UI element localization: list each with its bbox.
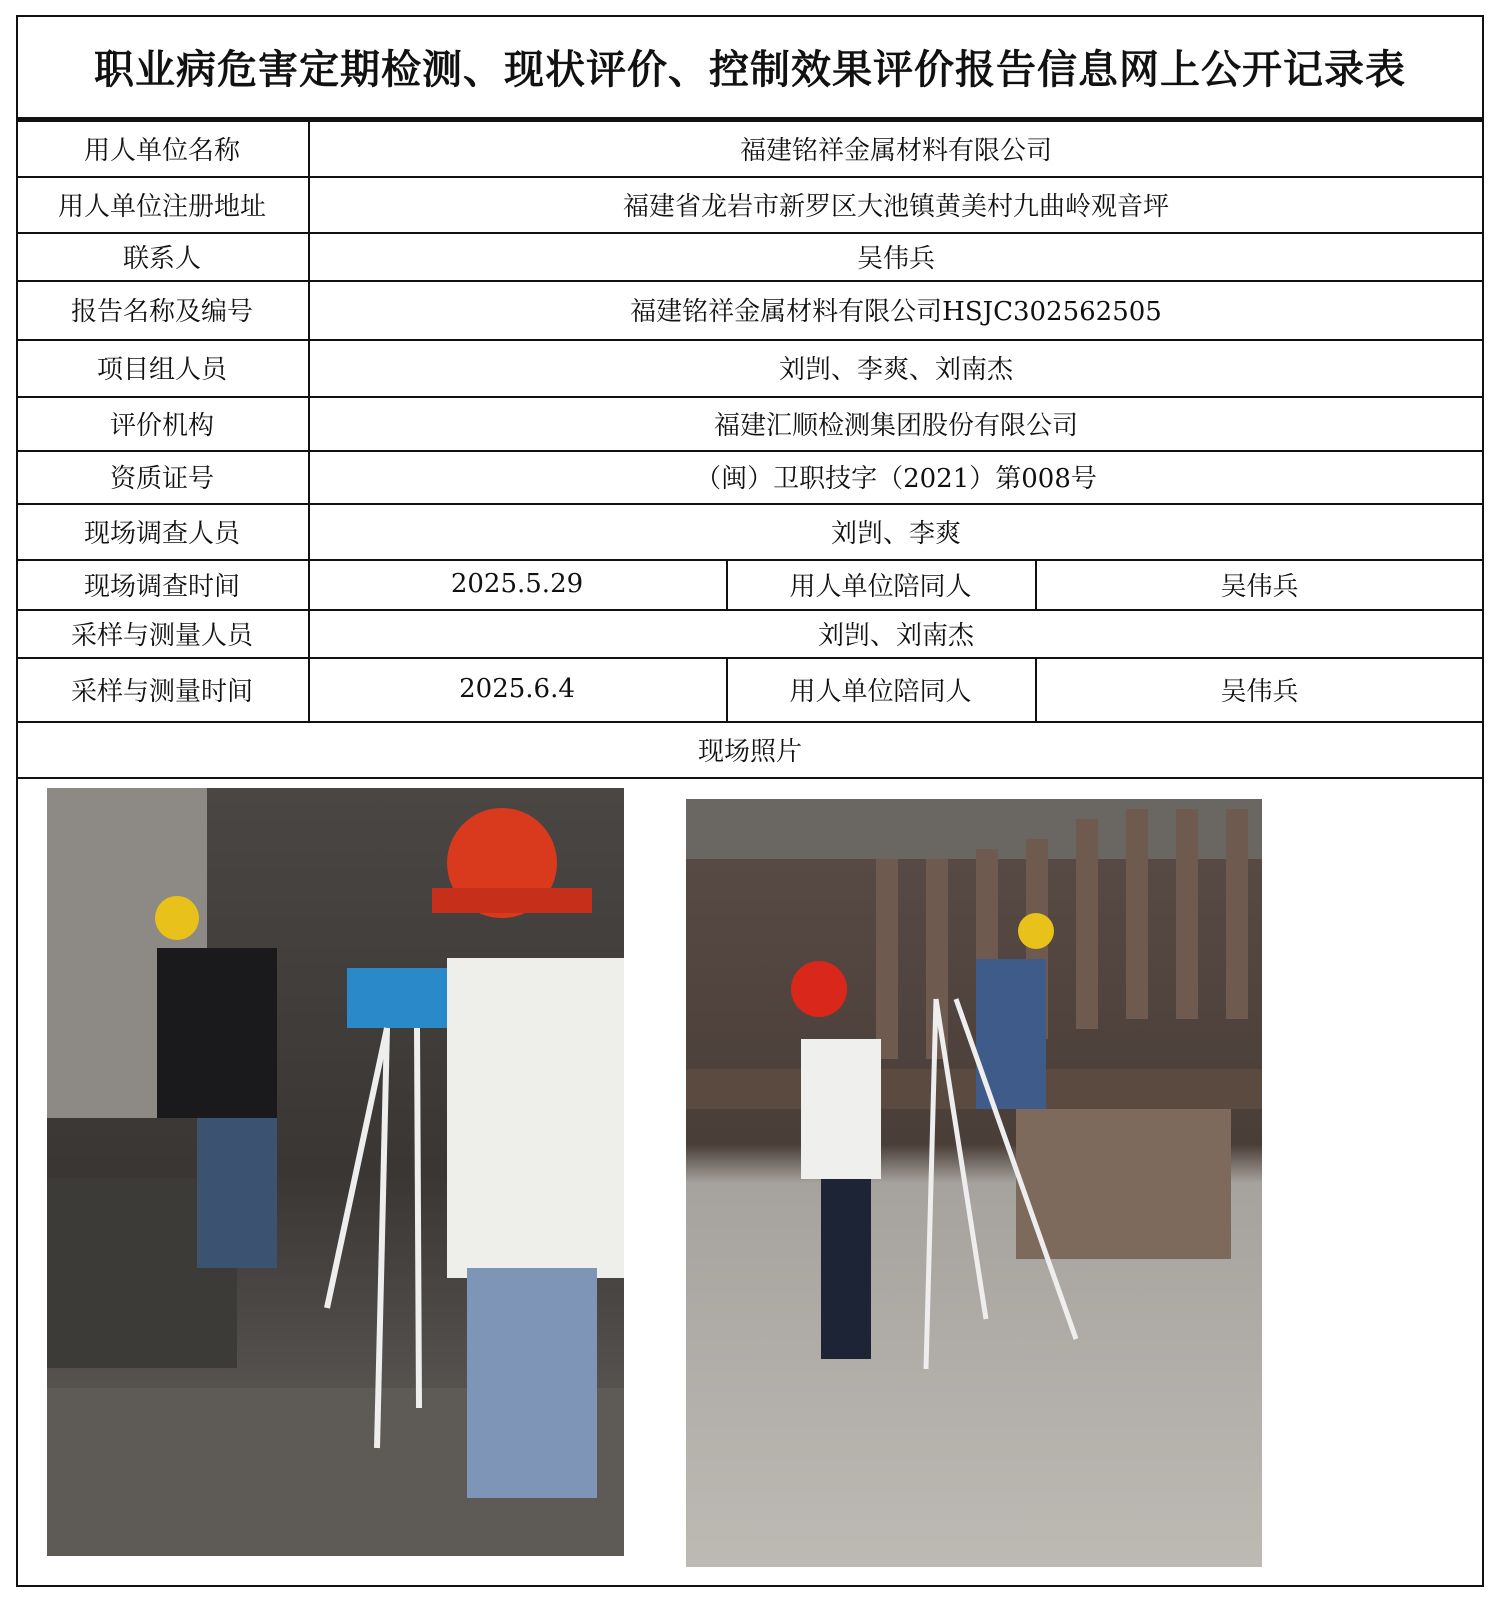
row-label: 现场调查人员	[83, 518, 240, 549]
row-value: 刘剀、刘南杰	[817, 620, 974, 651]
row-value-2: 吴伟兵	[1220, 571, 1299, 602]
row-label: 采样与测量人员	[70, 620, 253, 651]
row-value: 吴伟兵	[856, 243, 935, 274]
site-photo-1	[47, 788, 624, 1556]
row-label: 报告名称及编号	[70, 297, 253, 327]
site-photo-2	[686, 799, 1262, 1567]
row-label: 联系人	[122, 243, 201, 274]
row-value: （闽）卫职技字（2021）第008号	[695, 464, 1097, 494]
row-value: 2025.5.29	[450, 569, 584, 599]
row-label-2: 用人单位陪同人	[789, 676, 972, 707]
row-label: 项目组人员	[96, 355, 227, 385]
row-label: 评价机构	[109, 410, 214, 441]
row-label: 现场调查时间	[83, 571, 240, 602]
row-divider	[16, 777, 1484, 779]
row-value: 福建汇顺检测集团股份有限公司	[713, 410, 1078, 441]
row-value: 福建铭祥金属材料有限公司HSJC302562505	[630, 297, 1162, 327]
row-value-2: 吴伟兵	[1220, 676, 1299, 707]
row-value: 2025.6.4	[459, 674, 575, 704]
row-label-2: 用人单位陪同人	[789, 571, 972, 602]
row-value: 福建铭祥金属材料有限公司	[739, 135, 1052, 166]
row-value: 刘剀、李爽、刘南杰	[778, 355, 1013, 385]
row-label: 资质证号	[109, 464, 214, 494]
page-title: 职业病危害定期检测、现状评价、控制效果评价报告信息网上公开记录表	[16, 15, 1484, 120]
row-label: 用人单位名称	[83, 135, 240, 166]
row-value: 刘剀、李爽	[830, 518, 961, 549]
row-label: 采样与测量时间	[70, 676, 253, 707]
row-label: 用人单位注册地址	[57, 191, 266, 222]
row-value: 福建省龙岩市新罗区大池镇黄美村九曲岭观音坪	[622, 191, 1169, 222]
photos-header: 现场照片	[697, 736, 802, 767]
